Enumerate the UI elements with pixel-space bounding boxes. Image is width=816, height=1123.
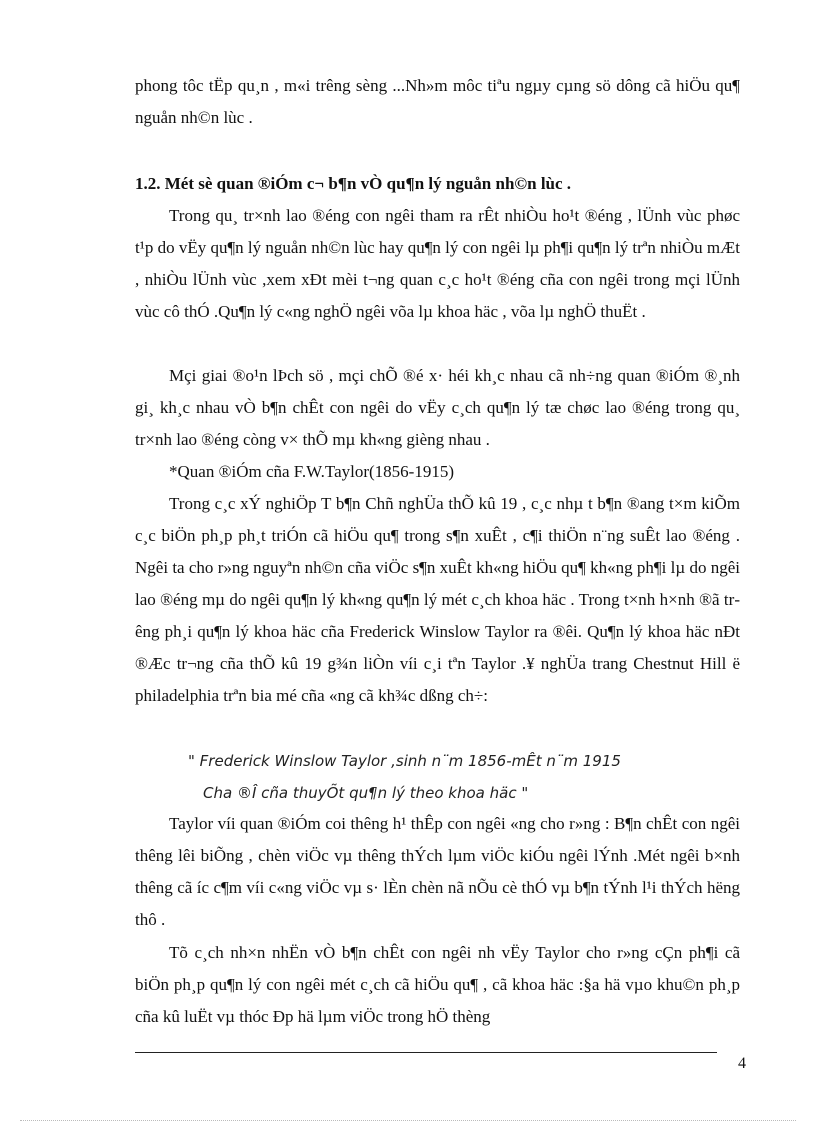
intro-paragraph: phong tôc tËp qu¸n , m«i trêng sèng ...Nh»m môc tiªu ngµy cµng sö dông cã hiÖu qu¶ nguån nh©n lùc . <box>135 76 740 127</box>
page-number: 4 <box>738 1055 746 1072</box>
paragraph-4: Taylor víi quan ®iÓm coi thêng h¹ thÊp con ngêi «ng cho r»ng : B¶n chÊt con ngêi thêng lêi biÕng , chèn viÖc vµ thêng thÝch lµm viÖc kiÓu ngêi lÝnh .Mét ngêi b×nh thêng cã íc c¶m víi c«ng viÖc vµ s· lÈn chèn nã nÕu cè thÓ vµ b¶n tÝnh l¹i thÝch hëng thô . <box>135 814 740 929</box>
section-heading: 1.2. Mét sè quan ®iÓm c¬ b¶n vÒ qu¶n lý nguån nh©n lùc . <box>135 174 572 193</box>
quote-line-1: " Frederick Winslow Taylor ,sinh n¨m 1856-mÊt n¨m 1915 <box>188 752 621 770</box>
paragraph-1: Trong qu¸ tr×nh lao ®éng con ngêi tham ra rÊt nhiÒu ho¹t ®éng , lÜnh vùc phøc t¹p do vËy qu¶n lý nguån nh©n lùc hay qu¶n lý con ngêi lµ ph¶i qu¶n lý trªn nhiÒu mÆt , nhiÒu lÜnh vùc ,xem xÐt mèi t¬ng quan c¸c ho¹t ®éng cña con ngêi trong mçi lÜnh vùc cô thÓ .Qu¶n lý c«ng nghÖ ngêi võa lµ khoa häc , võa lµ nghÖ thuËt . <box>135 206 740 321</box>
paragraph-5: Tõ c¸ch nh×n nhËn vÒ b¶n chÊt con ngêi nh vËy Taylor cho r»ng cÇn ph¶i cã biÖn ph¸p qu¶n lý con ngêi mét c¸ch cã hiÖu qu¶ , cã khoa häc :§a hä vµo khu©n ph¸p cña kû luËt vµ thóc Ðp hä lµm viÖc trong hÖ thèng <box>135 943 740 1026</box>
paragraph-3: Trong c¸c xÝ nghiÖp T b¶n Chñ nghÜa thÕ kû 19 , c¸c nhµ t b¶n ®ang t×m kiÕm c¸c biÖn ph¸p ph¸t triÓn cã hiÖu qu¶ trong s¶n xuÊt , c¶i thiÖn n¨ng suÊt lao ®éng . Ngêi ta cho r»ng nguyªn nh©n cña viÖc s¶n xuÊt kh«ng hiÖu qu¶ kh«ng ph¶i lµ do ngêi lao ®éng mµ do ngêi qu¶n lý kh«ng qu¶n lý mét c¸ch khoa häc . Trong t×nh h×nh ®ã trêng ph¸i qu¶n lý khoa häc cña Frederick Winslow Taylor ra ®êi. Qu¶n lý khoa häc nÐt ®Æc tr¬ng cña thÕ kû 19 g¾n liÒn víi c¸i tªn Taylor .¥ nghÜa trang Chestnut Hill ë philadelphia trªn bia mé cña «ng cã kh¾c dßng ch÷: <box>135 494 740 705</box>
footer-rule <box>135 1052 717 1053</box>
quote-line-2: Cha ®Î cña thuyÕt qu¶n lý theo khoa häc " <box>203 784 529 802</box>
page-bottom-border <box>20 1120 796 1121</box>
taylor-subheading: *Quan ®iÓm cña F.W.Taylor(1856-1915) <box>169 462 454 481</box>
paragraph-2: Mçi giai ®o¹n lÞch sö , mçi chÕ ®é x· héi kh¸c nhau cã nh÷ng quan ®iÓm ®¸nh gi¸ kh¸c nhau vÒ b¶n chÊt con ngêi do vËy c¸ch qu¶n lý tæ chøc lao ®éng trong qu¸ tr×nh lao ®éng còng v× thÕ mµ kh«ng gièng nhau . <box>135 366 740 449</box>
